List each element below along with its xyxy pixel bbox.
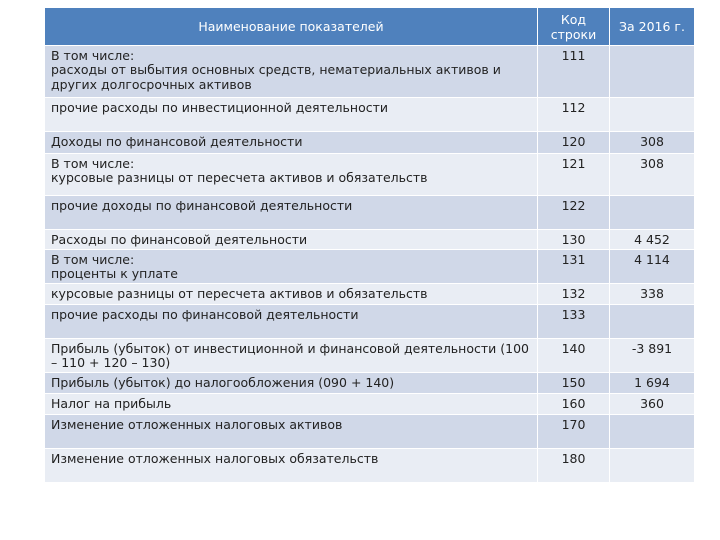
row-value-cell: 1 694 (610, 373, 695, 394)
row-code-cell: 170 (538, 415, 610, 449)
header-row-code: Код строки (538, 8, 610, 46)
header-year-2016: За 2016 г. (610, 8, 695, 46)
table-row (45, 305, 695, 339)
row-name-cell: прочие расходы по финансовой деятельности (45, 305, 538, 339)
row-value-cell (610, 196, 695, 230)
row-code-cell: 132 (538, 284, 610, 305)
row-name-cell: Изменение отложенных налоговых активов (45, 415, 538, 449)
row-name-cell: Изменение отложенных налоговых обязательств (45, 449, 538, 483)
row-value-cell (610, 449, 695, 483)
table-row (45, 415, 695, 449)
row-code-cell: 133 (538, 305, 610, 339)
row-value-cell (610, 98, 695, 132)
row-name-cell: прочие доходы по финансовой деятельности (45, 196, 538, 230)
row-value-cell: 308 (610, 154, 695, 196)
table-row (45, 230, 695, 250)
row-value-cell: -3 891 (610, 339, 695, 373)
row-code-cell: 180 (538, 449, 610, 483)
row-code-cell: 140 (538, 339, 610, 373)
table-header-row (45, 8, 695, 46)
table-row (45, 154, 695, 196)
table-row (45, 98, 695, 132)
row-value-cell: 4 114 (610, 250, 695, 284)
row-code-cell: 160 (538, 394, 610, 415)
report-sheet (44, 7, 695, 483)
row-code-cell: 122 (538, 196, 610, 230)
row-name-cell: прочие расходы по инвестиционной деятельности (45, 98, 538, 132)
table-row (45, 46, 695, 98)
row-name-cell: курсовые разницы от пересчета активов и обязательств (45, 284, 538, 305)
row-name-cell: В том числе: курсовые разницы от пересчета активов и обязательств (45, 154, 538, 196)
row-name-cell: В том числе: расходы от выбытия основных средств, нематериальных активов и других долгосрочных активов (45, 46, 538, 98)
table-row (45, 394, 695, 415)
row-value-cell (610, 305, 695, 339)
row-code-cell: 120 (538, 132, 610, 154)
row-value-cell (610, 46, 695, 98)
table-row (45, 196, 695, 230)
table-row (45, 284, 695, 305)
header-indicator-name: Наименование показателей (45, 8, 538, 46)
table-row (45, 132, 695, 154)
row-name-cell: Прибыль (убыток) до налогообложения (090 + 140) (45, 373, 538, 394)
row-value-cell (610, 415, 695, 449)
table-row (45, 339, 695, 373)
row-code-cell: 112 (538, 98, 610, 132)
row-value-cell: 4 452 (610, 230, 695, 250)
row-value-cell: 360 (610, 394, 695, 415)
row-code-cell: 111 (538, 46, 610, 98)
row-code-cell: 130 (538, 230, 610, 250)
table-row (45, 250, 695, 284)
row-name-cell: В том числе: проценты к уплате (45, 250, 538, 284)
row-name-cell: Доходы по финансовой деятельности (45, 132, 538, 154)
row-value-cell: 308 (610, 132, 695, 154)
financial-report-table (44, 7, 695, 483)
row-code-cell: 131 (538, 250, 610, 284)
row-name-cell: Расходы по финансовой деятельности (45, 230, 538, 250)
row-name-cell: Налог на прибыль (45, 394, 538, 415)
row-code-cell: 150 (538, 373, 610, 394)
table-row (45, 449, 695, 483)
table-row (45, 373, 695, 394)
row-value-cell: 338 (610, 284, 695, 305)
row-name-cell: Прибыль (убыток) от инвестиционной и финансовой деятельности (100 – 110 + 120 – 130) (45, 339, 538, 373)
row-code-cell: 121 (538, 154, 610, 196)
